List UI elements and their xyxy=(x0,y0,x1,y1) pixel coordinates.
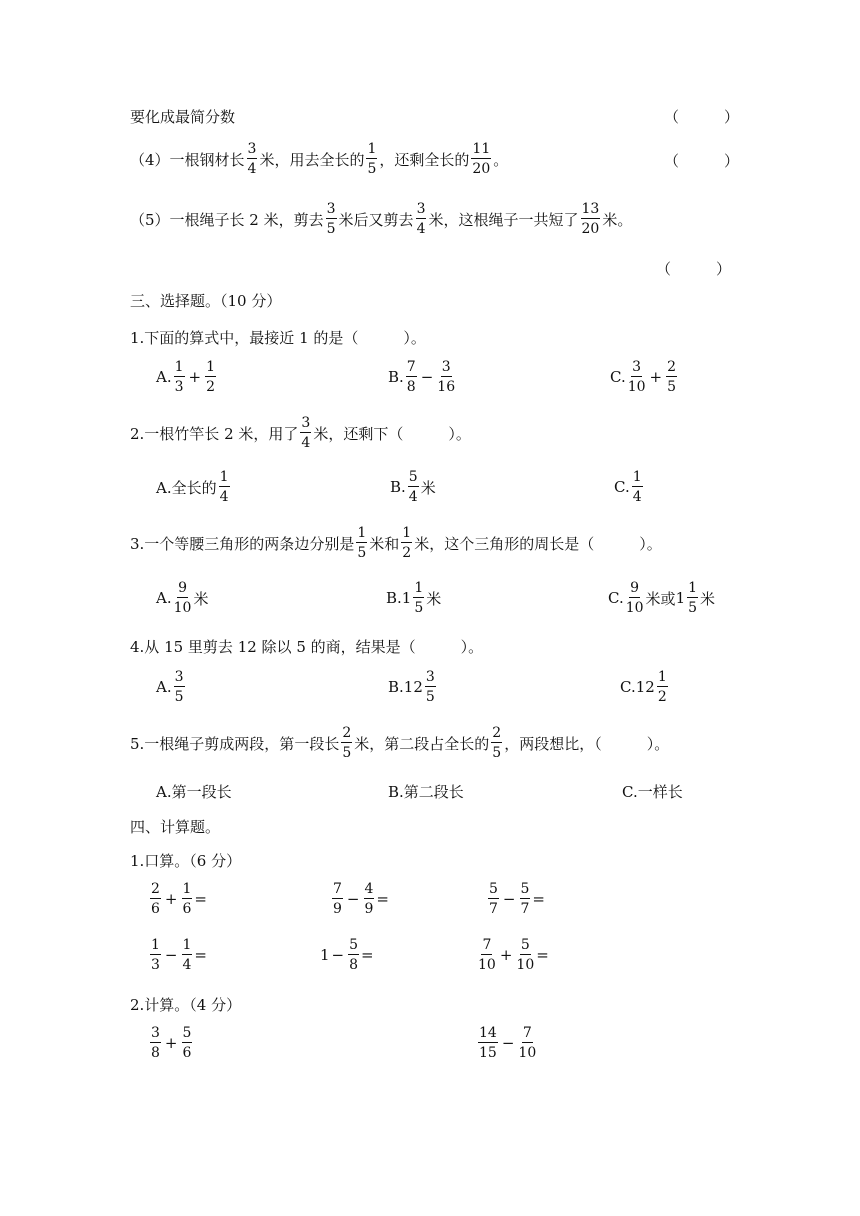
denominator: 3 xyxy=(151,957,160,973)
numerator: 1 xyxy=(632,469,642,485)
numerator: 9 xyxy=(178,580,187,596)
denominator: 10 xyxy=(478,957,496,973)
fraction xyxy=(628,360,646,394)
denominator: 3 xyxy=(174,379,184,395)
fraction xyxy=(632,470,643,504)
fraction xyxy=(425,670,436,704)
denominator: 4 xyxy=(416,221,426,237)
denominator: 4 xyxy=(632,489,642,505)
denominator: 8 xyxy=(349,957,359,973)
fraction xyxy=(150,1026,161,1060)
fraction xyxy=(406,360,417,394)
operator: + xyxy=(499,946,513,964)
numerator: 1 xyxy=(151,937,160,953)
denominator: 10 xyxy=(518,1045,537,1061)
fraction xyxy=(416,202,427,236)
numerator: 9 xyxy=(630,580,640,596)
oral-problem: $\frac{1}{3}$ − $\frac{1}{4}$ = xyxy=(151,937,207,973)
fraction xyxy=(348,938,359,972)
denominator: 6 xyxy=(182,901,192,917)
choice-q1-option-b[interactable]: B. $\frac{7}{8}$ − $\frac{3}{16}$ xyxy=(388,359,456,395)
operator: − xyxy=(331,946,345,964)
oral-problem: $\frac{5}{7}$ − $\frac{5}{7}$ = xyxy=(489,881,545,917)
fraction xyxy=(581,202,601,236)
denominator: 9 xyxy=(333,901,342,917)
numerator: 3 xyxy=(425,669,435,685)
choice-q3: 3.一个等腰三角形的两条边分别是 $\frac{1}{5}$ 米和 $\frac{1}{2}$ 米，这个三角形的周长是（ ）。 xyxy=(130,525,662,561)
denominator: 2 xyxy=(206,379,216,395)
fraction xyxy=(478,1026,498,1060)
numerator: 1 xyxy=(367,141,377,157)
fraction xyxy=(520,882,531,916)
denominator: 6 xyxy=(151,901,160,917)
denominator: 5 xyxy=(326,221,336,237)
choice-q4: 4.从 15 里剪去 12 除以 5 的商，结果是（ ）。 xyxy=(130,638,484,656)
numerator: 2 xyxy=(492,725,502,741)
choice-q3-option-a[interactable]: A. $\frac{9}{10}$ 米 xyxy=(156,580,209,616)
numerator: 3 xyxy=(301,415,311,431)
fraction xyxy=(182,938,193,972)
denominator: 7 xyxy=(489,901,498,917)
calc-heading: 四、计算题。 xyxy=(130,818,221,836)
denominator: 5 xyxy=(688,600,698,616)
fraction xyxy=(300,416,311,450)
operator: − xyxy=(420,368,434,386)
denominator: 5 xyxy=(357,545,367,561)
operator: + xyxy=(649,368,663,386)
operator: + xyxy=(164,1034,178,1052)
fraction xyxy=(516,938,534,972)
numerator: 3 xyxy=(151,1025,160,1041)
denominator: 4 xyxy=(408,489,418,505)
fraction xyxy=(478,938,496,972)
numerator: 1 xyxy=(219,469,229,485)
compute-heading: 2.计算。（4 分） xyxy=(130,996,242,1014)
numerator: 2 xyxy=(667,359,677,375)
numerator: 3 xyxy=(632,359,642,375)
numerator: 5 xyxy=(349,937,359,953)
numerator: 13 xyxy=(581,201,600,217)
fraction xyxy=(364,882,375,916)
fraction xyxy=(687,581,698,615)
choice-q5-option-c[interactable]: C.一样长 xyxy=(622,783,683,801)
denominator: 5 xyxy=(342,745,352,761)
denominator: 20 xyxy=(472,161,491,177)
numerator: 1 xyxy=(182,937,192,953)
choice-q3-option-b[interactable]: B. 1 $\frac{1}{5}$ 米 xyxy=(386,580,442,616)
numerator: 7 xyxy=(482,937,492,953)
denominator: 5 xyxy=(667,379,677,395)
judge-line3-tail: 要化成最简分数 xyxy=(130,108,236,126)
denominator: 2 xyxy=(657,689,667,705)
numerator: 14 xyxy=(479,1025,497,1041)
answer-paren[interactable]: （ ） xyxy=(656,260,732,278)
denominator: 4 xyxy=(247,161,257,177)
numerator: 1 xyxy=(688,580,698,596)
choice-q5-option-a[interactable]: A.第一段长 xyxy=(156,783,232,801)
numerator: 1 xyxy=(174,359,184,375)
denominator: 10 xyxy=(627,379,646,395)
operator: − xyxy=(502,890,516,908)
denominator: 5 xyxy=(414,600,424,616)
choice-q3-option-c[interactable]: C. $\frac{9}{10}$ 米或 1 $\frac{1}{5}$ 米 xyxy=(608,580,716,616)
operator: + xyxy=(188,368,202,386)
answer-paren[interactable]: （ ） xyxy=(664,152,740,170)
fraction xyxy=(366,142,377,176)
denominator: 10 xyxy=(625,600,644,616)
choice-heading: 三、选择题。（10 分） xyxy=(130,292,282,310)
fraction xyxy=(437,360,455,394)
choice-q1: 1.下面的算式中，最接近 1 的是（ ）。 xyxy=(130,329,426,347)
numerator: 5 xyxy=(182,1025,192,1041)
choice-q4-option-a[interactable]: A. $\frac{3}{5}$ xyxy=(156,669,184,705)
judge-q5: （5）一根绳子长 2 米，剪去 $\frac{3}{5}$ 米后又剪去 $\frac{3}{4}$ 米，这根绳子一共短了 $\frac{13}{20}$ 米。 xyxy=(130,201,633,237)
choice-q2-option-a[interactable]: A.全长的 $\frac{1}{4}$ xyxy=(156,469,229,505)
denominator: 10 xyxy=(516,957,535,973)
choice-q2-option-b[interactable]: B. $\frac{5}{4}$ 米 xyxy=(390,469,436,505)
numerator: 3 xyxy=(416,201,426,217)
numerator: 2 xyxy=(151,881,160,897)
numerator: 1 xyxy=(357,525,367,541)
fraction xyxy=(488,882,499,916)
fraction xyxy=(491,726,502,760)
operator: − xyxy=(346,890,360,908)
denominator: 5 xyxy=(174,689,184,705)
numerator: 2 xyxy=(342,725,352,741)
numerator: 1 xyxy=(402,525,412,541)
choice-q2-option-c[interactable]: C. $\frac{1}{4}$ xyxy=(614,469,642,505)
denominator: 4 xyxy=(219,489,229,505)
oral-heading: 1.口算。（6 分） xyxy=(130,852,242,870)
choice-q4-option-b[interactable]: B. 12 $\frac{3}{5}$ xyxy=(388,669,435,705)
denominator: 5 xyxy=(492,745,502,761)
numerator: 1 xyxy=(657,669,667,685)
fraction xyxy=(326,202,337,236)
numerator: 1 xyxy=(414,580,424,596)
fraction xyxy=(182,1026,193,1060)
numerator: 5 xyxy=(520,937,530,953)
denominator: 2 xyxy=(402,545,412,561)
denominator: 7 xyxy=(520,901,530,917)
numerator: 3 xyxy=(441,359,451,375)
numerator: 5 xyxy=(520,881,530,897)
numerator: 3 xyxy=(247,141,257,157)
operator: − xyxy=(501,1034,515,1052)
numerator: 3 xyxy=(174,669,184,685)
numerator: 7 xyxy=(522,1025,532,1041)
denominator: 9 xyxy=(364,901,374,917)
fraction xyxy=(518,1026,536,1060)
numerator: 1 xyxy=(206,359,216,375)
fraction xyxy=(341,726,352,760)
fraction xyxy=(150,938,161,972)
denominator: 5 xyxy=(367,161,377,177)
denominator: 16 xyxy=(437,379,456,395)
fraction xyxy=(471,142,491,176)
denominator: 10 xyxy=(173,600,192,616)
compute-problem xyxy=(476,1026,538,1060)
numerator: 7 xyxy=(406,359,416,375)
fraction xyxy=(413,581,424,615)
denominator: 4 xyxy=(182,957,192,973)
oral-problem: $\frac{7}{9}$ − $\frac{4}{9}$ = xyxy=(333,881,389,917)
numerator: 3 xyxy=(326,201,336,217)
fraction xyxy=(356,526,367,560)
operator: + xyxy=(164,890,178,908)
numerator: 7 xyxy=(333,881,342,897)
fraction xyxy=(219,470,230,504)
answer-paren[interactable]: （ ） xyxy=(664,108,740,126)
fraction xyxy=(657,670,668,704)
choice-q5-option-b[interactable]: B.第二段长 xyxy=(388,783,464,801)
denominator: 20 xyxy=(581,221,600,237)
fraction xyxy=(408,470,419,504)
oral-problem: $\frac{2}{6}$ + $\frac{1}{6}$ = xyxy=(151,881,207,917)
denominator: 5 xyxy=(425,689,435,705)
fraction xyxy=(174,581,192,615)
choice-q1-option-a[interactable]: A. $\frac{1}{3}$ + $\frac{1}{2}$ xyxy=(156,359,216,395)
choice-q1-option-c[interactable]: C. $\frac{3}{10}$ + $\frac{2}{5}$ xyxy=(610,359,677,395)
denominator: 15 xyxy=(479,1045,497,1061)
fraction xyxy=(247,142,258,176)
fraction xyxy=(626,581,644,615)
oral-problem: 1 − $\frac{5}{8}$ = xyxy=(320,937,374,973)
fraction xyxy=(182,882,193,916)
compute-problem xyxy=(148,1026,194,1060)
denominator: 4 xyxy=(301,435,311,451)
fraction xyxy=(666,360,677,394)
choice-q5: 5.一根绳子剪成两段，第一段长 $\frac{2}{5}$ 米，第二段占全长的 $\frac{2}{5}$ ，两段想比，（ ）。 xyxy=(130,725,670,761)
numerator: 1 xyxy=(182,881,192,897)
denominator: 6 xyxy=(182,1045,192,1061)
fraction xyxy=(150,882,161,916)
fraction xyxy=(332,882,343,916)
choice-q2: 2.一根竹竿长 2 米，用了 $\frac{3}{4}$ 米，还剩下（ ）。 xyxy=(130,415,471,451)
numerator: 4 xyxy=(364,881,374,897)
denominator: 8 xyxy=(406,379,416,395)
fraction xyxy=(205,360,216,394)
judge-q4: （4）一根钢材长 $\frac{3}{4}$ 米，用去全长的 $\frac{1}{5}$ ，还剩全长的 $\frac{11}{20}$ 。 xyxy=(130,141,509,177)
fraction xyxy=(174,670,185,704)
numerator: 5 xyxy=(489,881,498,897)
fraction xyxy=(401,526,412,560)
fraction xyxy=(174,360,185,394)
oral-problem: $\frac{7}{10}$ + $\frac{5}{10}$ = xyxy=(478,937,549,973)
denominator: 8 xyxy=(151,1045,160,1061)
choice-q4-option-c[interactable]: C. 12 $\frac{1}{2}$ xyxy=(620,669,667,705)
numerator: 11 xyxy=(472,141,491,157)
operator: − xyxy=(164,946,178,964)
numerator: 5 xyxy=(408,469,418,485)
